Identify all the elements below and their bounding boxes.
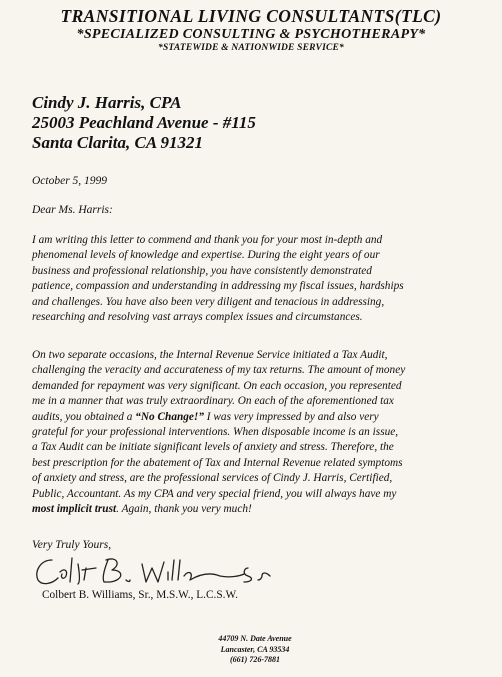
- footer-street: 44709 N. Date Avenue: [218, 634, 292, 643]
- addressee-street: 25003 Peachland Avenue - #115: [32, 113, 256, 132]
- service-area: *STATEWIDE & NATIONWIDE SERVICE*: [158, 43, 344, 53]
- paragraph-1: [32, 233, 494, 325]
- addressee-city: Santa Clarita, CA 91321: [32, 133, 203, 152]
- paragraph-line: I am writing this letter to commend and thank you for your most in-depth and: [32, 234, 383, 246]
- footer-city: Lancaster, CA 93534: [220, 644, 290, 654]
- letterhead: [0, 6, 502, 54]
- handwritten-signature: [30, 550, 290, 590]
- paragraph-line: phenomenal levels of knowledge and expertise. During the eight years of our: [32, 249, 380, 262]
- paragraph-line: business and professional relationship, you have consistently demonstrated: [32, 264, 372, 277]
- footer-phone: (661) 726-7881: [230, 655, 280, 664]
- paragraph-line: best prescription for the abatement of Tax and Internal Revenue related symptoms: [32, 456, 403, 469]
- letter-date: October 5, 1999: [32, 175, 108, 187]
- paragraph-line: [32, 410, 494, 425]
- paragraph-line: grateful for your professional interventions. When disposable income is an issue,: [32, 426, 399, 439]
- organization-name: TRANSITIONAL LIVING CONSULTANTS(TLC): [60, 6, 442, 26]
- closing: Very Truly Yours,: [32, 539, 112, 551]
- footer-address: [0, 634, 502, 666]
- paragraph-line: [32, 502, 494, 517]
- paragraph-line: Public, Accountant. As my CPA and very special friend, you will always have my: [32, 487, 397, 500]
- signer-name: Colbert B. Williams, Sr., M.S.W., L.C.S.W.: [42, 589, 238, 601]
- paragraph-line: me in a manner that was truly extraordinary. On each of the aforementioned tax: [32, 395, 394, 408]
- implicit-trust-emphasis: most implicit trust: [32, 503, 117, 516]
- paragraph-line: patience, compassion and understanding in addressing my fiscal issues, hardships: [32, 280, 404, 293]
- paragraph-line: and challenges. You have also been very diligent and tenacious in addressing,: [32, 295, 385, 308]
- addressee-block: [32, 93, 256, 153]
- no-change-emphasis: “No Change!”: [135, 410, 204, 423]
- paragraph-line: a Tax Audit can be initiate significant levels of anxiety and stress. Therefore, the: [32, 441, 394, 454]
- organization-tagline: *SPECIALIZED CONSULTING & PSYCHOTHERAPY*: [76, 27, 426, 42]
- paragraph-line: of anxiety and stress, are the professional services of Cindy J. Harris, Certified,: [32, 472, 393, 485]
- paragraph-line: demanded for repayment was very significant. On each occasion, you represented: [32, 379, 402, 392]
- salutation: Dear Ms. Harris:: [32, 204, 113, 216]
- line-text: . Again, thank you very much!: [116, 503, 252, 516]
- paragraph-line: On two separate occasions, the Internal Revenue Service initiated a Tax Audit,: [32, 349, 388, 361]
- line-text: I was very impressed by and also very: [203, 410, 379, 423]
- paragraph-2: [32, 348, 494, 517]
- paragraph-line: challenging the veracity and accurateness of my tax returns. The amount of money: [32, 364, 406, 377]
- line-text: audits, you obtained a: [32, 410, 136, 423]
- addressee-name: Cindy J. Harris, CPA: [32, 93, 182, 112]
- paragraph-line: researching and resolving vast arrays complex issues and circumstances.: [32, 311, 363, 324]
